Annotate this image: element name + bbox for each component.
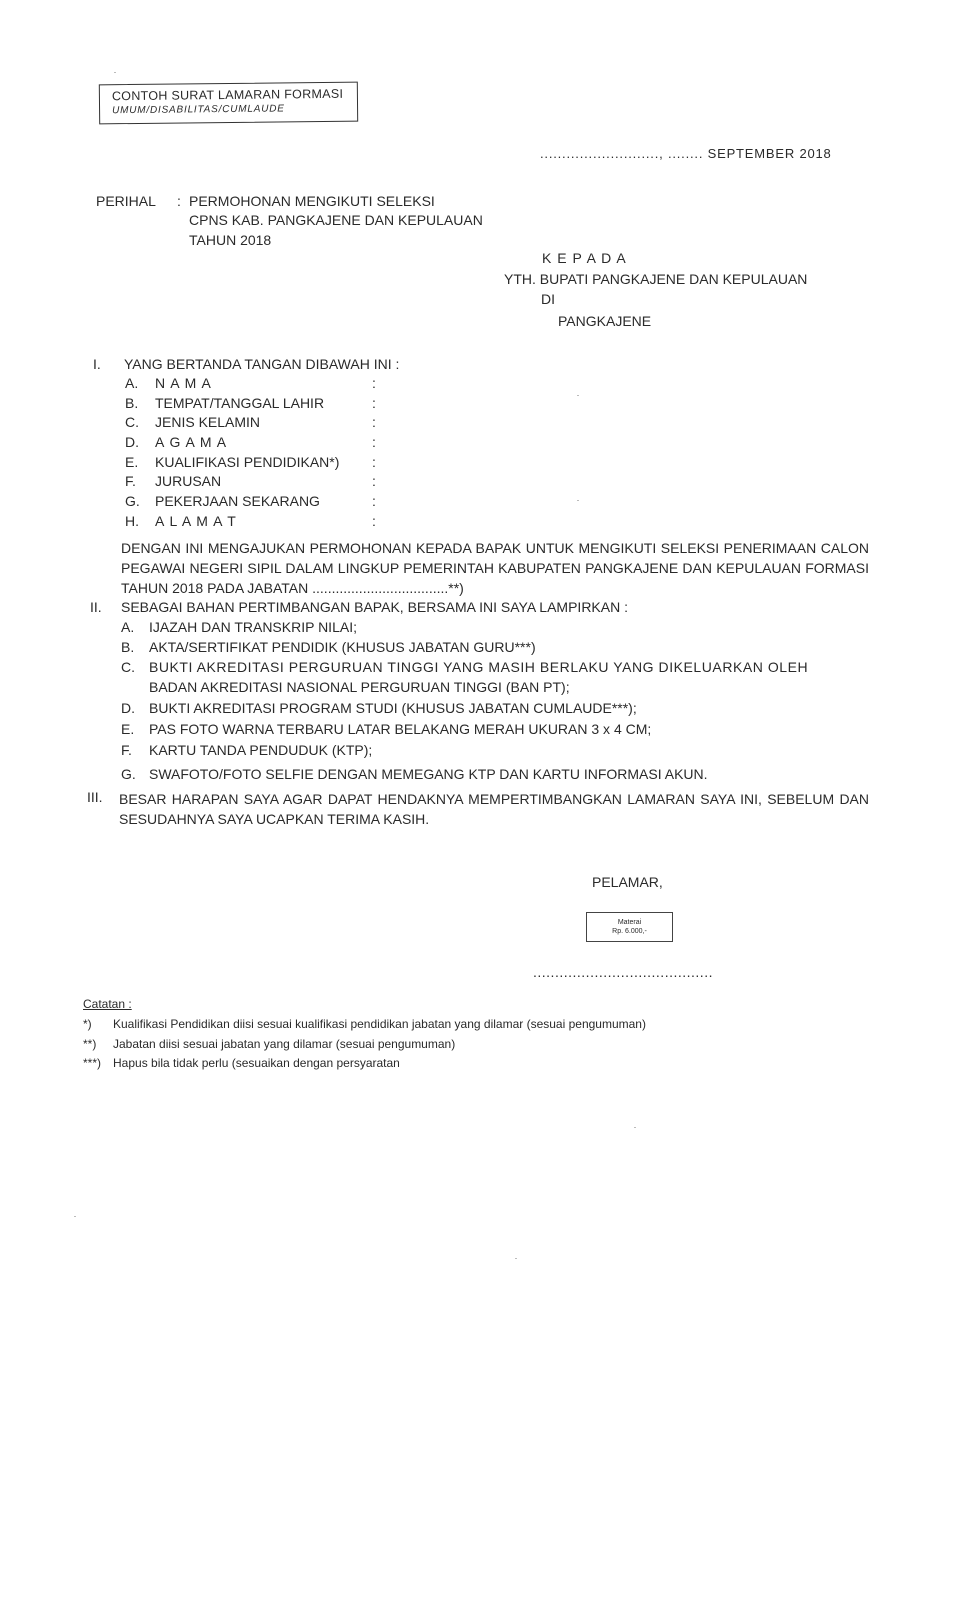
- notes-title: Catatan :: [83, 997, 132, 1011]
- attachment-letter: E.: [121, 721, 135, 737]
- field-colon: :: [372, 375, 376, 391]
- field-label-kualifikasi: KUALIFIKASI PENDIDIKAN*): [155, 454, 340, 470]
- note-text: Kualifikasi Pendidikan diisi sesuai kualifikasi pendidikan jabatan yang dilamar (sesuai pengumuman): [113, 1017, 646, 1031]
- field-letter: E.: [125, 454, 139, 470]
- note-marker: ***): [83, 1056, 102, 1070]
- attachment-letter: F.: [121, 742, 132, 758]
- recipient-di: DI: [541, 291, 555, 307]
- attachment-item: SWAFOTO/FOTO SELFIE DENGAN MEMEGANG KTP DAN KARTU INFORMASI AKUN.: [149, 766, 708, 782]
- field-letter: G.: [125, 493, 140, 509]
- form-type-box: [99, 82, 358, 125]
- attachment-item: KARTU TANDA PENDUDUK (KTP);: [149, 742, 373, 758]
- perihal-colon: :: [177, 193, 181, 209]
- signature-line: .........................................: [533, 964, 713, 980]
- field-letter: A.: [125, 375, 139, 391]
- field-letter: F.: [125, 473, 136, 489]
- note-marker: **): [83, 1037, 97, 1051]
- kepada: K E P A D A: [542, 250, 627, 266]
- field-label-tempat-tanggal-lahir: TEMPAT/TANGGAL LAHIR: [155, 395, 325, 411]
- attachment-item-continued: BADAN AKREDITASI NASIONAL PERGURUAN TINGGI (BAN PT);: [149, 679, 570, 695]
- note-text: Jabatan diisi sesuai jabatan yang dilamar (sesuai pengumuman): [113, 1037, 456, 1051]
- attachment-letter: D.: [121, 700, 135, 716]
- field-colon: :: [372, 493, 376, 509]
- recipient-title: YTH. BUPATI PANGKAJENE DAN KEPULAUAN: [504, 271, 808, 287]
- field-label-alamat: A L A M A T: [155, 513, 237, 529]
- section-1-numeral: I.: [93, 356, 101, 372]
- date-line: ..........................., ........ SEPTEMBER 2018: [540, 146, 832, 161]
- scan-speck: [74, 1216, 76, 1217]
- attachment-letter: C.: [121, 659, 135, 675]
- field-colon: :: [372, 414, 376, 430]
- field-colon: :: [372, 473, 376, 489]
- form-title: CONTOH SURAT LAMARAN FORMASI: [111, 86, 344, 104]
- note-marker: *): [83, 1017, 92, 1031]
- field-letter: H.: [125, 513, 139, 529]
- recipient-place: PANGKAJENE: [558, 313, 652, 329]
- field-colon: :: [372, 395, 376, 411]
- section-3-numeral: III.: [87, 789, 103, 805]
- materai-amount: Rp. 6.000,-: [612, 928, 647, 935]
- field-label-nama: N A M A: [155, 375, 212, 391]
- attachment-item: AKTA/SERTIFIKAT PENDIDIK (KHUSUS JABATAN GURU***): [149, 639, 536, 655]
- perihal-line-1: PERMOHONAN MENGIKUTI SELEKSI: [189, 193, 435, 209]
- attachment-item: IJAZAH DAN TRANSKRIP NILAI;: [149, 619, 357, 635]
- application-paragraph: DENGAN INI MENGAJUKAN PERMOHONAN KEPADA BAPAK UNTUK MENGIKUTI SELEKSI PENERIMAAN CALON PEGAWAI NEGERI SIPIL DALAM LINGKUP PEMERINTAH KABUPATEN PANGKAJENE DAN KEPULAUAN FORMASI TAHUN 2018 PADA JABATAN ...................................**): [121, 540, 869, 596]
- perihal-line-2: CPNS KAB. PANGKAJENE DAN KEPULAUAN: [189, 212, 483, 228]
- field-colon: :: [372, 513, 376, 529]
- note-text: Hapus bila tidak perlu (sesuaikan dengan persyaratan: [113, 1056, 400, 1070]
- scan-speck: [515, 1258, 517, 1259]
- section-1-heading: YANG BERTANDA TANGAN DIBAWAH INI :: [124, 356, 400, 372]
- closing-paragraph: BESAR HARAPAN SAYA AGAR DAPAT HENDAKNYA MEMPERTIMBANGKAN LAMARAN SAYA INI, SEBELUM DAN SESUDAHNYA SAYA UCAPKAN TERIMA KASIH.: [119, 791, 869, 827]
- attachment-letter: A.: [121, 619, 135, 635]
- field-letter: B.: [125, 395, 139, 411]
- attachment-letter: G.: [121, 766, 136, 782]
- field-label-jenis-kelamin: JENIS KELAMIN: [155, 414, 261, 430]
- field-letter: C.: [125, 414, 139, 430]
- field-label-agama: A G A M A: [155, 434, 228, 450]
- section-2-heading: SEBAGAI BAHAN PERTIMBANGAN BAPAK, BERSAMA INI SAYA LAMPIRKAN :: [121, 599, 629, 615]
- attachment-item: BUKTI AKREDITASI PROGRAM STUDI (KHUSUS JABATAN CUMLAUDE***);: [149, 700, 637, 716]
- section-2-numeral: II.: [90, 599, 102, 615]
- materai-stamp-box: [586, 912, 673, 942]
- form-category: UMUM/DISABILITAS/CUMLAUDE: [112, 103, 285, 117]
- field-letter: D.: [125, 434, 139, 450]
- attachment-letter: B.: [121, 639, 135, 655]
- perihal-label: PERIHAL: [96, 193, 156, 209]
- field-colon: :: [372, 434, 376, 450]
- scan-speck: [114, 72, 116, 73]
- scan-speck: [577, 395, 579, 396]
- pelamar-label: PELAMAR,: [592, 874, 663, 890]
- perihal-line-3: TAHUN 2018: [189, 232, 272, 248]
- field-label-pekerjaan: PEKERJAAN SEKARANG: [155, 493, 320, 509]
- field-label-jurusan: JURUSAN: [155, 473, 222, 489]
- attachment-item: PAS FOTO WARNA TERBARU LATAR BELAKANG MERAH UKURAN 3 x 4 CM;: [149, 721, 652, 737]
- scan-speck: [577, 500, 579, 501]
- scan-speck: [634, 1127, 636, 1128]
- field-colon: :: [372, 454, 376, 470]
- attachment-item: BUKTI AKREDITASI PERGURUAN TINGGI YANG MASIH BERLAKU YANG DIKELUARKAN OLEH: [149, 659, 809, 675]
- materai-label: Materai: [617, 919, 642, 926]
